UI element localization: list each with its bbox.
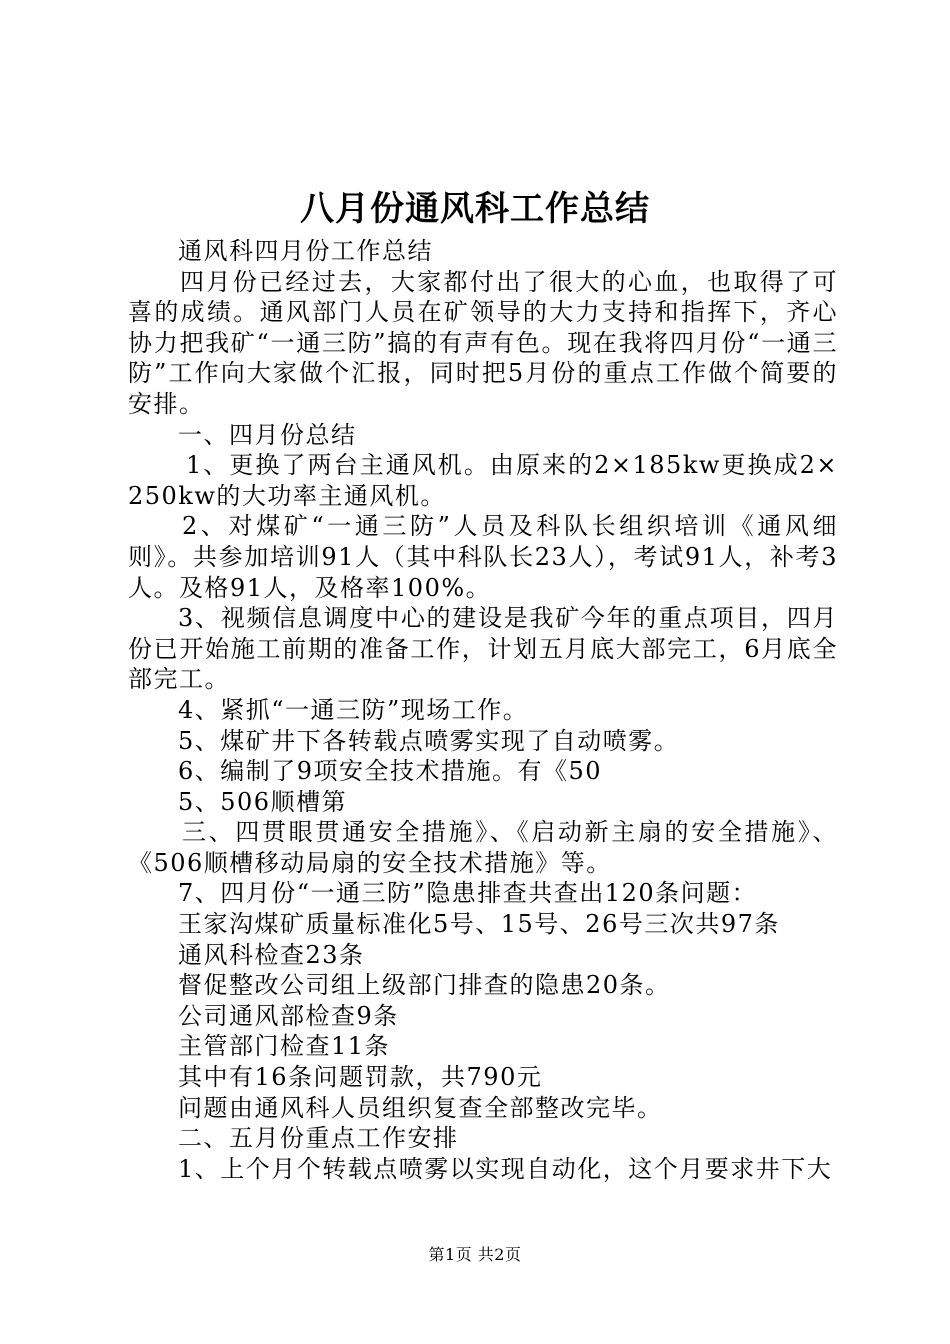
paragraph-item-4: 4、紧抓“一通三防”现场工作。 — [178, 695, 529, 724]
paragraph-may-item-1: 1、上个月个转载点喷雾以实现自动化，这个月要求井下大 — [178, 1154, 833, 1183]
paragraph-intro: 四月份已经过去，大家都付出了很大的心血，也取得了可喜的成绩。通风部门人员在矿领导的大力支持和指挥下，齐心协力把我矿“一通三防”搞的有声有色。现在我将四月份“一通三防”工作向大家做个汇报，同时把5月份的重点工作做个简要的安排。 — [128, 267, 838, 418]
document-title: 八月份通风科工作总结 — [300, 189, 650, 229]
section-heading-may-plan: 二、五月份重点工作安排 — [178, 1124, 459, 1153]
list-item: 通风科检查23条 — [178, 940, 365, 969]
document-body — [128, 236, 838, 1184]
list-item: 其中有16条问题罚款，共790元 — [178, 1063, 543, 1092]
list-item: 王家沟煤矿质量标准化5号、15号、26号三次共97条 — [178, 910, 780, 939]
paragraph-item-2: 2、对煤矿“一通三防”人员及科队长组织培训《通风细则》。共参加培训91人（其中科队长23人），考试91人，补考3人。及格91人，及格率100%。 — [128, 512, 838, 602]
paragraph-item-7: 7、四月份“一通三防”隐患排查共查出120条问题： — [178, 879, 758, 908]
paragraph-item-1: 1、更换了两台主通风机。由原来的2×185kw更换成2×250kw的大功率主通风机。 — [128, 451, 838, 510]
paragraph-item-6-cont: 5、506顺槽第 — [178, 787, 348, 816]
paragraph-item-6-measures: 三、四贯眼贯通安全措施》、《启动新主扇的安全措施》、《506顺槽移动局扇的安全技术措施》等。 — [128, 818, 838, 877]
paragraph-subtitle: 通风科四月份工作总结 — [178, 237, 433, 265]
list-item: 问题由通风科人员组织复查全部整改完毕。 — [178, 1093, 663, 1122]
list-item: 主管部门检查11条 — [178, 1032, 391, 1061]
paragraph-item-3: 3、视频信息调度中心的建设是我矿今年的重点项目，四月份已开始施工前期的准备工作，计划五月底大部完工，6月底全部完工。 — [128, 604, 838, 694]
paragraph-item-6: 6、编制了9项安全技术措施。有《50 — [178, 757, 603, 786]
paragraph-item-5: 5、煤矿井下各转载点喷雾实现了自动喷雾。 — [178, 726, 680, 755]
list-item: 公司通风部检查9条 — [178, 1001, 399, 1030]
page-footer: 第1页 共2页 — [428, 1245, 522, 1264]
list-item: 督促整改公司组上级部门排查的隐患20条。 — [178, 971, 671, 1000]
section-heading-april-summary: 一、四月份总结 — [178, 420, 357, 449]
